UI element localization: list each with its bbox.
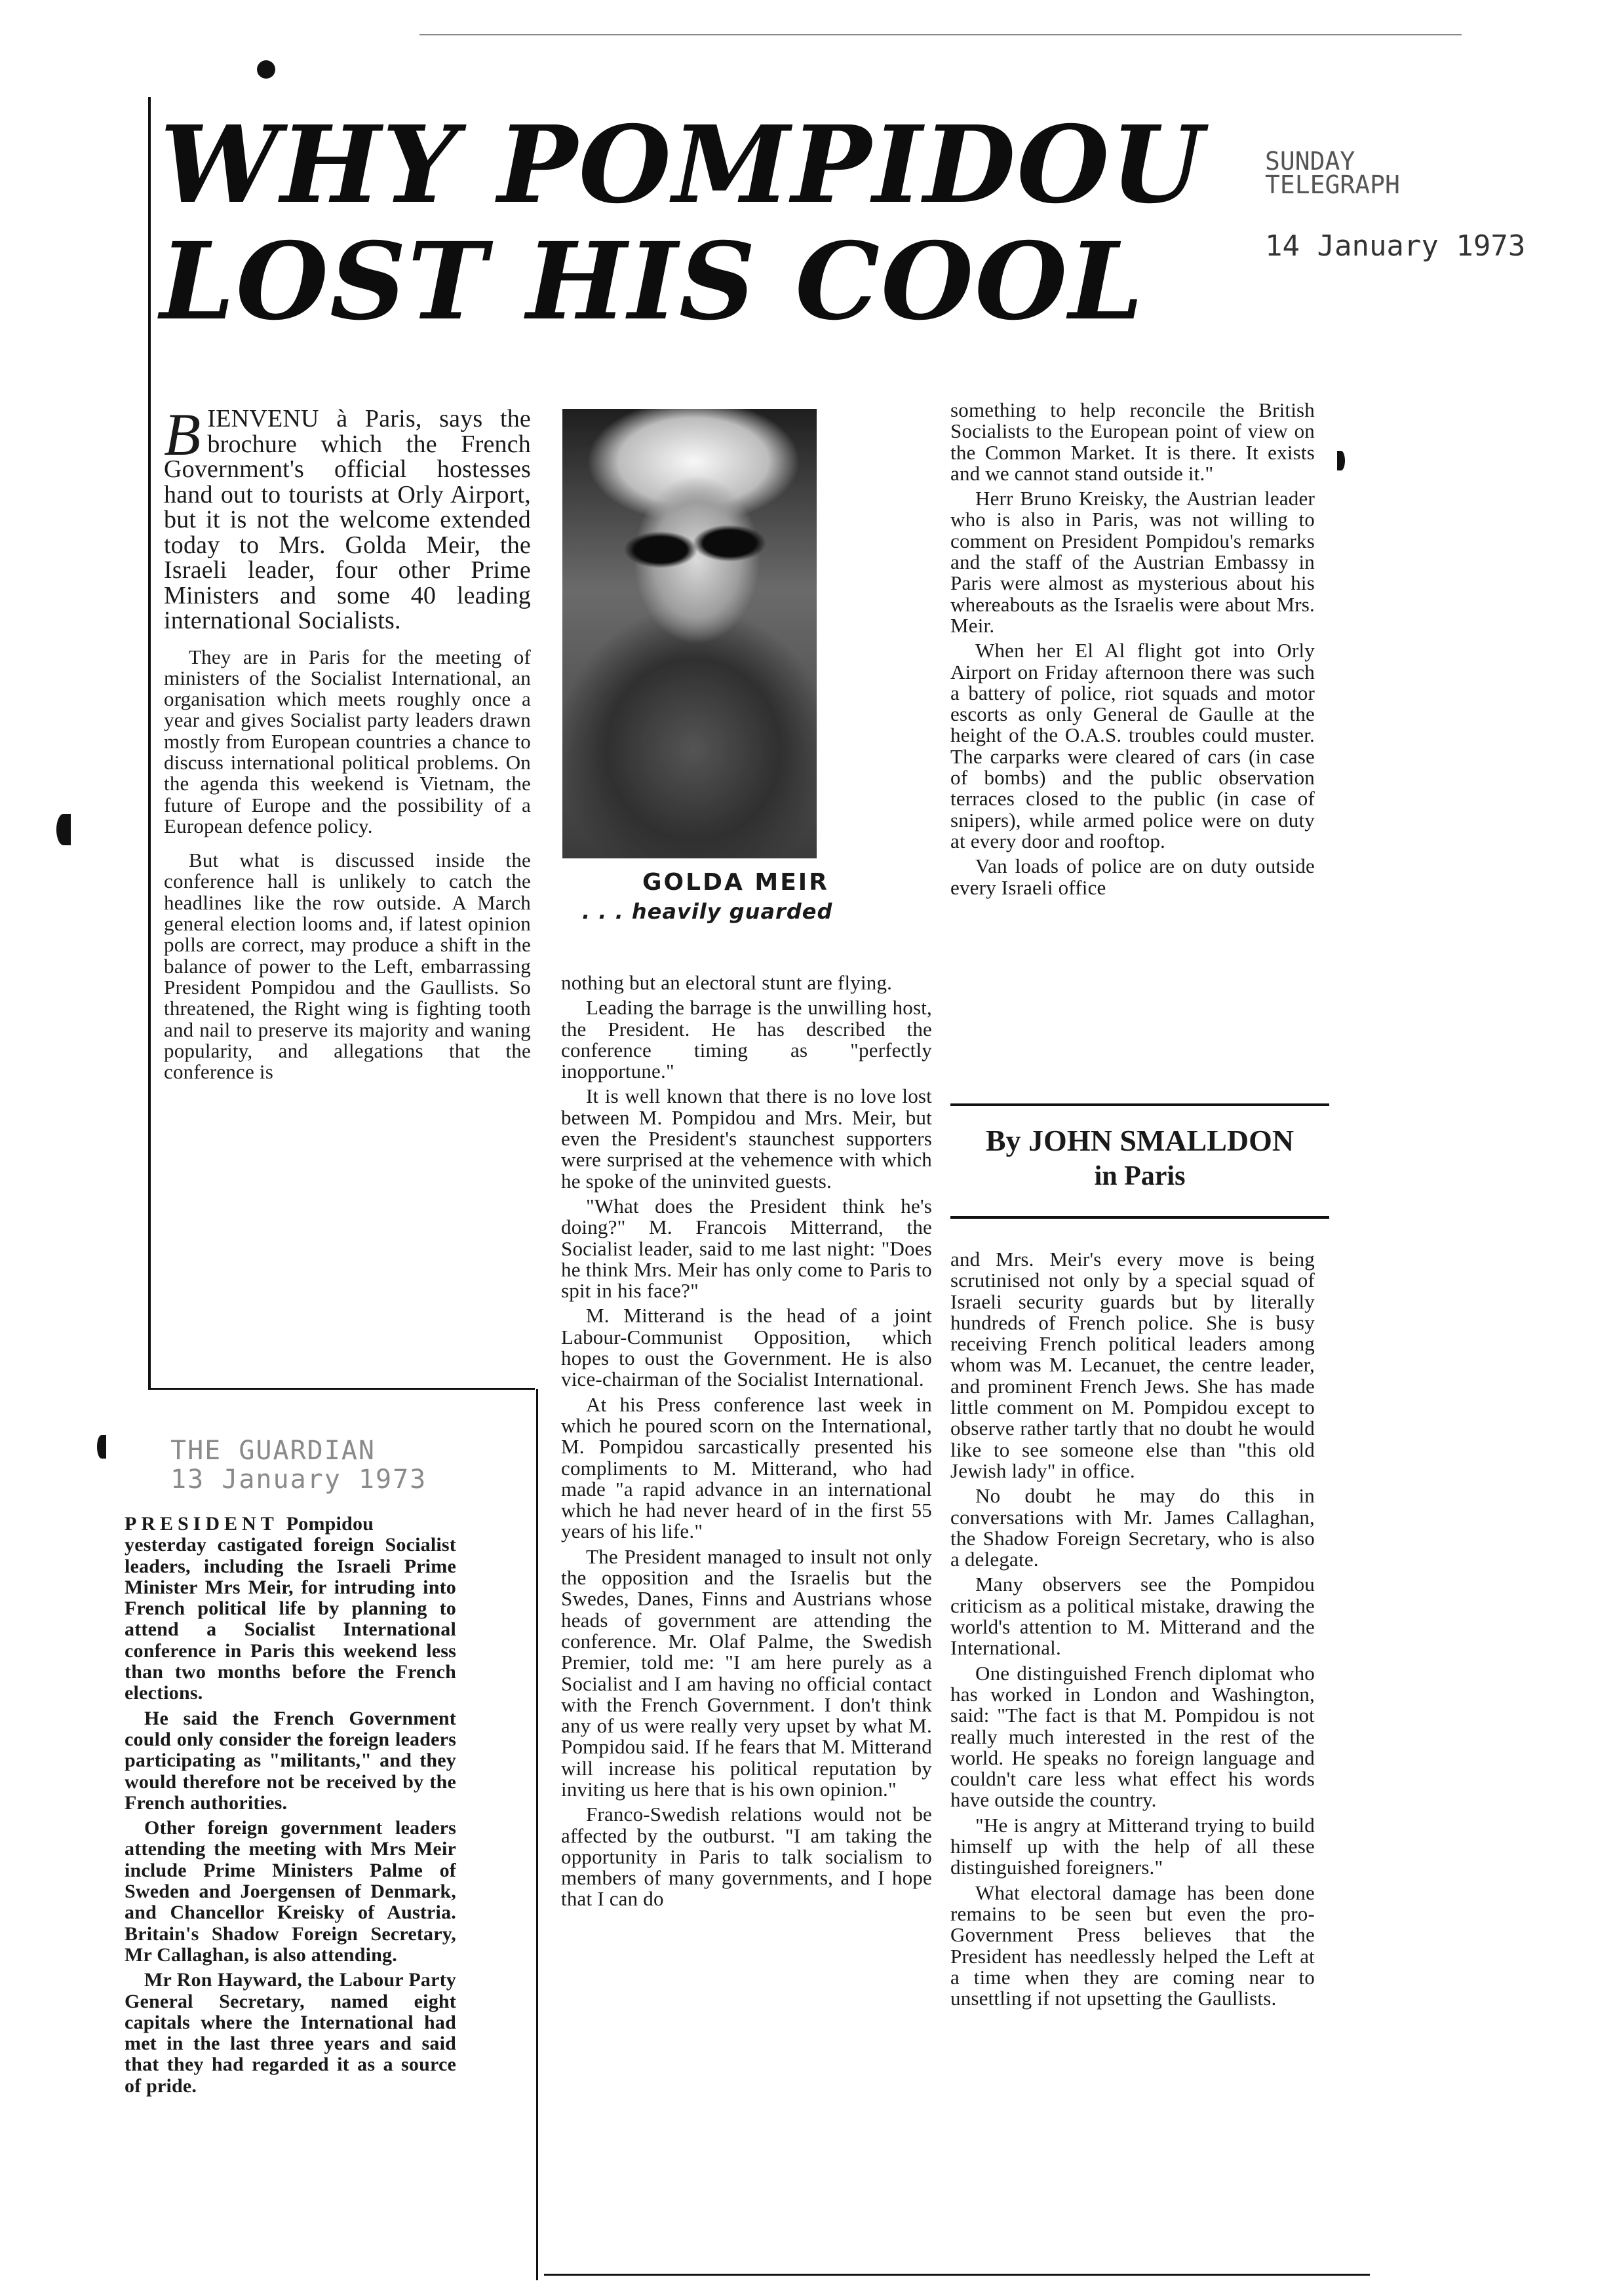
article-bottom-left-rule	[148, 1388, 535, 1390]
paragraph: nothing but an electoral stunt are flying.	[561, 971, 893, 994]
photo-caption-name: GOLDA MEIR	[642, 869, 829, 896]
portrait-photo	[562, 409, 817, 858]
binding-mark-left-lower	[97, 1435, 106, 1459]
headline-line-2: LOST HIS COOL	[160, 220, 1145, 344]
paragraph: "He is angry at Mitterand trying to build himself up with the help of all these distinguished foreigners."	[950, 1813, 1315, 1879]
article-column-3-top	[950, 400, 1315, 898]
article-column-1	[164, 401, 531, 1084]
guardian-stamp-date: 13 January 1973	[170, 1464, 427, 1495]
headline	[160, 104, 1205, 343]
headline-line-1: WHY POMPIDOU	[160, 103, 1205, 227]
paragraph: Mr Ron Hayward, the Labour Party General Secretary, named eight capitals where the International had met in the last three years and said that they had regarded it as a source of pride.	[125, 1969, 456, 2097]
paragraph: They are in Paris for the meeting of ministers of the Socialist International, an organisation which meets roughly once a year and gives Socialist party leaders drawn mostly from European countries a chance to discuss international political problems. On the agenda this weekend is Vietnam, the future of Europe and the possibility of a European defence policy.	[164, 645, 531, 837]
paragraph: What electoral damage has been done remains to be seen but even the pro-Government Press believes that the President has needlessly helped the Left at a time when they are coming near to unsettling if not upsetting the Gaullists.	[950, 1881, 1315, 2010]
binding-mark-left	[56, 814, 71, 845]
byline-bottom-rule	[950, 1216, 1329, 1219]
paragraph: Herr Bruno Kreisky, the Austrian leader who is also in Paris, was not willing to comment on President Pompidou's remarks and the staff of the Austrian Embassy in Paris were almost as mysterious about his whereabouts as the Israelis were about Mrs. Meir.	[950, 487, 1315, 637]
paragraph: He said the French Government could only consider the foreign leaders participating as "militants," and they would therefore not be received by the French authorities.	[125, 1707, 456, 1814]
dropcap: B	[164, 401, 201, 468]
bottom-rule	[544, 2274, 1370, 2276]
paragraph: The President managed to insult not only the opposition and the Israelis but the Swedes, Danes, Finns and Austrians whose heads of government are attending the conference. Mr. Olaf Palme, the Swedish Premier, told me: "I am here purely as a Socialist and I am having no official contact with the French Government. I don't think any of us were really very upset by what M. Pompidou said. If he fears that M. Mitterand will increase his political reputation by inviting us here that is his own opinion."	[561, 1544, 932, 1801]
paragraph: Van loads of police are on duty outside every Israeli office	[950, 854, 1315, 899]
publication-date-stamp: 14 January 1973	[1265, 229, 1526, 263]
article-column-2	[561, 972, 932, 1910]
paragraph: Franco-Swedish relations would not be affected by the outburst. "I am taking the opportunity in Paris to talk socialism to members of many governments, and I hope that I can do	[561, 1803, 932, 1911]
top-rule	[419, 34, 1462, 35]
paragraph: One distinguished French diplomat who has worked in London and Washington, said: "The fact is that M. Pompidou is not really much interested in the rest of the world. He speaks no foreign language and couldn't care less what effect his words have outside the country.	[950, 1661, 1315, 1812]
paragraph: M. Mitterand is the head of a joint Labour-Communist Opposition, which hopes to oust the Government. He is also vice-chairman of the Socialist International.	[561, 1304, 932, 1391]
guardian-stamp	[170, 1436, 427, 1494]
punch-hole-mark	[257, 60, 275, 79]
paragraph: It is well known that there is no love lost between M. Pompidou and Mrs. Meir, but even the President's staunchest supporters were surprised at the vehemence with which he spoke of the uninvited guests.	[561, 1084, 932, 1193]
byline	[950, 1123, 1329, 1194]
paragraph: Other foreign government leaders attending the meeting with Mrs Meir include Prime Ministers Palme of Sweden and Joergensen of Denmark, and Chancellor Kreisky of Austria. Britain's Shadow Foreign Secretary, Mr Callaghan, is also attending.	[125, 1817, 456, 1966]
guardian-lead-text: Pompidou yesterday castigated foreign Socialist leaders, including the Israeli Prime Minister Mrs Meir, for intruding into French political life by planning to attend a Socialist International conference in Paris this weekend less than two months before the French elections.	[125, 1513, 456, 1704]
paragraph: and Mrs. Meir's every move is being scrutinised not only by a special squad of Israeli security guards but by literally hundreds of French police. She is busy receiving French political leaders among whom was M. Lecanuet, the centre leader, and prominent French Jews. She has made little comment on M. Pompidou except to observe rather tartly that no doubt he would like to see someone else than "this old Jewish lady" in office.	[950, 1248, 1315, 1482]
paragraph	[125, 1514, 456, 1704]
byline-author: By JOHN SMALLDON	[985, 1124, 1294, 1157]
byline-location: in Paris	[1094, 1161, 1186, 1191]
stamp-publication-line-2: TELEGRAPH	[1265, 170, 1400, 199]
photo-caption-subtitle: . . . heavily guarded	[582, 899, 833, 924]
paragraph: "What does the President think he's doing?" M. Francois Mitterrand, the Socialist leader, said to me last night: "Does he think Mrs. Meir has only come to Paris to spit in his face?"	[561, 1194, 932, 1303]
stamp-publication-line-1: SUNDAY	[1265, 147, 1355, 176]
paragraph: Many observers see the Pompidou criticism as a political mistake, drawing the world's attention to M. Mitterand and the International.	[950, 1573, 1315, 1660]
col-divider-vertical	[536, 1389, 538, 2280]
binding-mark-right	[1337, 451, 1345, 470]
lead-text: IENVENU à Paris, says the brochure which the French Government's official hostesses hand out to tourists at Orly Airport, but it is not the welcome extended today to Mrs. Golda Meir, the Israeli leader, four other Prime Ministers and some 40 leading international Socialists.	[164, 405, 531, 634]
paragraph: something to help reconcile the British Socialists to the European point of view on the Common Market. It is there. It exists and we cannot stand outside it."	[950, 398, 1315, 485]
paragraph: When her El Al flight got into Orly Airport on Friday afternoon there was such a battery of police, riot squads and motor escorts as only General de Gaulle at the height of the O.A.S. troubles could muster. The carparks were cleared of cars (in case of bombs) and the public observation terraces closed to the public (in case of snipers), while armed police were on duty at every door and rooftop.	[950, 639, 1315, 852]
paragraph: But what is discussed inside the conference hall is unlikely to catch the headlines like the row outside. A March general election looms and, if latest opinion polls are correct, may produce a shift in the balance of power to the Left, embarrassing President Pompidou and the Gaullists. So threatened, the Right wing is fighting tooth and nail to preserve its majority and waning popularity, and allegations that the conference is	[164, 849, 531, 1084]
guardian-lead-word: PRESIDENT	[125, 1513, 279, 1535]
lead-paragraph	[164, 401, 531, 634]
left-border-rule	[148, 97, 151, 1389]
guardian-article-column	[125, 1514, 456, 2097]
paragraph: At his Press conference last week in which he poured scorn on the International, M. Pompidou sarcastically presented his compliments to M. Mitterand, who had made "a rapid advance in an international which he had never heard of in the first 55 years of his life."	[561, 1392, 932, 1543]
byline-top-rule	[950, 1103, 1329, 1106]
paragraph: Leading the barrage is the unwilling host, the President. He has described the conference timing as "perfectly inopportune."	[561, 996, 932, 1083]
article-column-3-bottom	[950, 1249, 1315, 2009]
publication-stamp	[1265, 149, 1400, 197]
guardian-stamp-publication: THE GUARDIAN	[170, 1436, 376, 1466]
paragraph: No doubt he may do this in conversations with Mr. James Callaghan, the Shadow Foreign Secretary, who is also a delegate.	[950, 1484, 1315, 1571]
